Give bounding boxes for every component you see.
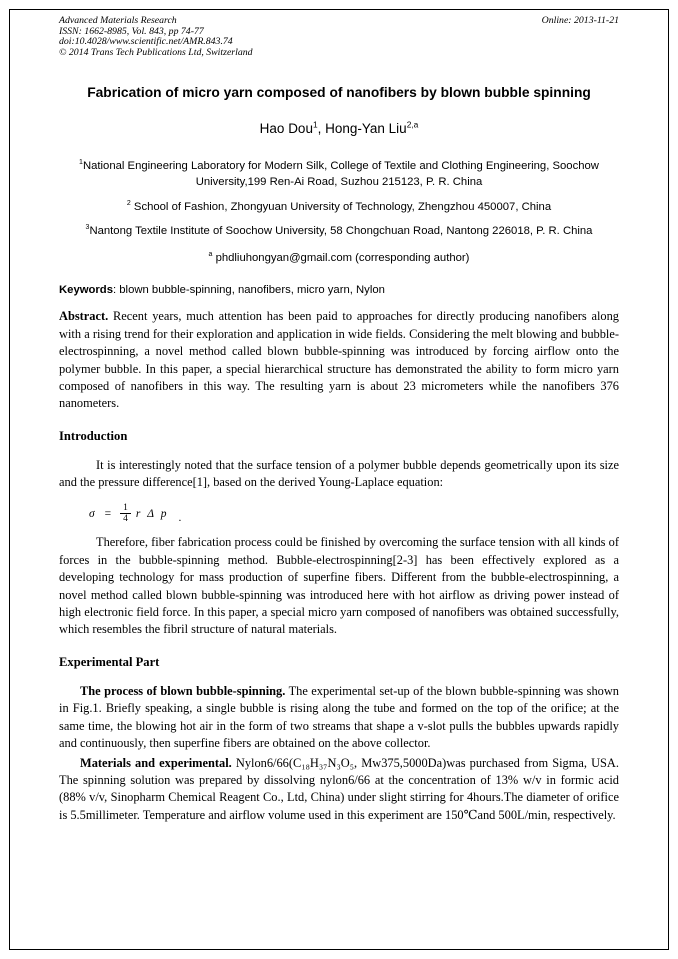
experimental-paragraph-2 — [59, 755, 619, 825]
equation-period: . — [178, 512, 182, 525]
copyright-line: © 2014 Trans Tech Publications Ltd, Switzerland — [59, 47, 253, 59]
affiliation-2 — [65, 199, 613, 216]
author-2-name: , Hong-Yan Liu — [317, 120, 407, 136]
online-date: Online: 2013-11-21 — [541, 15, 619, 26]
equation-sigma: σ — [89, 507, 96, 520]
page-frame — [9, 9, 669, 950]
introduction-paragraph-1: It is interestingly noted that the surface tension of a polymer bubble depends geometrically upon its size and the pressure difference[1], based on the derived Young-Laplace equation: — [59, 457, 619, 490]
email-text: phdliuhongyan@gmail.com (corresponding author) — [212, 251, 470, 264]
author-1-superscript: 1 — [312, 119, 318, 130]
experimental-paragraph-1-text: The experimental set-up of the blown bubble-spinning was shown in Fig.1. Briefly speaking, a single bubble is rising along the tube and formed on the top of the orifice; at the same time, the blowing hot air in the form of two streams that shape a v-slot pulls the bubbles upwards rapidly and continuously, then superfine fibers are obtained on the above collector. — [59, 683, 619, 751]
affiliation-1-superscript: 1 — [79, 159, 83, 167]
journal-header — [59, 16, 619, 59]
experimental-paragraph-1-lead: The process of blown bubble-spinning. — [80, 683, 286, 698]
issn-line: ISSN: 1662-8985, Vol. 843, pp 74-77 — [59, 25, 204, 37]
affiliation-3-superscript: 3 — [85, 224, 90, 232]
author-1 — [260, 121, 318, 136]
experimental-paragraph-2-lead: Materials and experimental. — [80, 755, 232, 770]
experimental-paragraph-2-text: Nylon6/66(C₁₈H₃₇N₃O₅, Mw375,5000Da)was purchased from Sigma, USA. The spinning solution was prepared by dissolving nylon6/66 at the concentration of 13% w/v in formic acid (88% v/v, Sinopharm Chemical Reagent Co., Ltd, China) under slight stirring for 4hours.The diameter of orifice is 5.5millimeter. Temperature and airflow volume used in this experiment are 150℃and 500L/min, respectively. — [59, 755, 619, 822]
authors-line — [59, 121, 619, 136]
paper-title: Fabrication of micro yarn composed of nanofibers by blown bubble spinning — [87, 84, 591, 100]
keywords-text: : blown bubble-spinning, nanofibers, micro yarn, Nylon — [113, 284, 385, 297]
doi-line: doi:10.4028/www.scientific.net/AMR.843.74 — [59, 36, 233, 48]
affiliation-1 — [65, 158, 613, 191]
equation-numerator: 1 — [120, 503, 131, 514]
author-2 — [318, 121, 419, 136]
author-2-superscript: 2,a — [406, 119, 419, 130]
author-1-name: Hao Dou — [259, 120, 313, 136]
equation-fraction — [120, 503, 131, 525]
journal-name: Advanced Materials Research — [59, 15, 177, 26]
keywords-label: Keywords — [59, 284, 113, 297]
email-superscript: a — [208, 251, 213, 259]
abstract-label: Abstract. — [59, 309, 109, 324]
affiliation-3-text: Nantong Textile Institute of Soochow University, 58 Chongchuan Road, Nantong 226018, P. R. China — [89, 225, 593, 238]
section-heading-introduction: Introduction — [59, 428, 128, 443]
introduction-paragraph-2: Therefore, fiber fabrication process could be finished by overcoming the surface tension with all kinds of forces in the bubble-spinning method. Bubble-electrospinning[2-3] has been effectively explored as a developing technology for mass production of superfine fibers. Different from the bubble-electrospinning, a novel method called blown bubble-spinning was introduced here with hot airflow as driving power instead of high electronic field force. In this paper, a special micro yarn composed of nanofibers was obtained successfully, which resembles the fibril structure of natural materials. — [59, 535, 619, 637]
corresponding-email — [65, 250, 613, 267]
affiliation-1-text: National Engineering Laboratory for Modern Silk, College of Textile and Clothing Engineering, Soochow University,199 Ren-Ai Road, Suzhou 215123, P. R. China — [82, 159, 599, 189]
abstract-text: Recent years, much attention has been paid to approaches for directly producing nanofibers along with a rising trend for their exploration and application in wide fields. Considering the melt blowing and bubble-electrospinning, a novel method called blown bubble-spinning was introduced by forcing airflow onto the polymer bubble. In this paper, a special hierarchical structure has demonstrated the ability to form micro yarn composed of nanofibers in this way. The resulting yarn is about 23 micrometers while the nanofibers 376 nanometers. — [59, 309, 619, 411]
section-heading-experimental: Experimental Part — [59, 654, 160, 669]
keywords-line — [59, 284, 619, 296]
experimental-paragraph-1 — [59, 683, 619, 753]
affiliation-2-superscript: 2 — [126, 200, 131, 208]
abstract — [59, 308, 619, 412]
equation-denominator: 4 — [123, 514, 128, 524]
equation-equals: = — [104, 507, 112, 520]
affiliation-3 — [65, 223, 613, 240]
affiliation-2-text: School of Fashion, Zhongyuan University of Technology, Zhengzhou 450007, China — [130, 200, 552, 213]
equation-terms: r Δ p — [135, 507, 169, 520]
young-laplace-equation — [89, 503, 619, 525]
